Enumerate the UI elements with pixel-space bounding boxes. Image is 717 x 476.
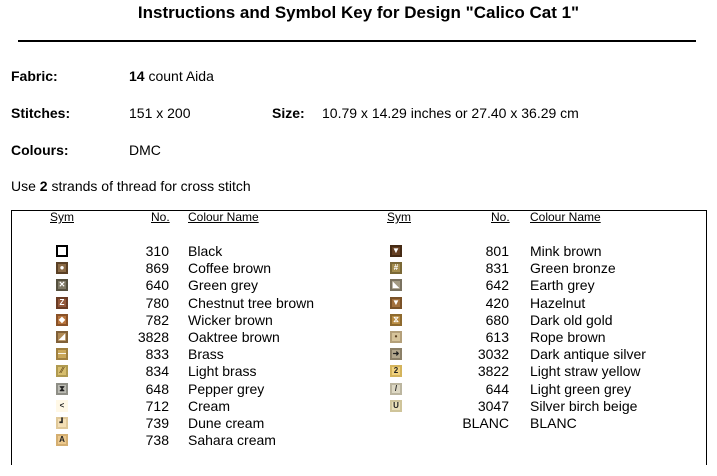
symbol-swatch-icon: < — [56, 400, 68, 412]
colour-name: BLANC — [530, 415, 577, 431]
colour-name: Oaktree brown — [188, 329, 280, 345]
symbol-swatch-icon: ⧗ — [56, 383, 68, 395]
symbol-swatch-icon: ⁄⁄ — [56, 365, 68, 377]
dmc-number: 642 — [485, 277, 509, 294]
colour-row — [0, 260, 717, 277]
symbol-swatch-icon: ┛ — [56, 417, 68, 429]
dmc-number: 420 — [485, 294, 509, 311]
dmc-number: 310 — [145, 243, 169, 259]
colour-name: Coffee brown — [188, 260, 272, 277]
colour-name: Green bronze — [530, 260, 616, 277]
colour-name: Light straw yellow — [530, 363, 641, 380]
colour-row — [0, 346, 717, 363]
header-sym-left: Sym — [50, 210, 74, 224]
instruction-pre: Use — [11, 178, 40, 194]
symbol-swatch-icon: Z — [56, 297, 68, 309]
size-label: Size: — [272, 105, 305, 121]
instruction-post: strands of thread for cross stitch — [47, 178, 251, 194]
symbol-swatch-icon: ➜ — [390, 348, 402, 360]
colour-name: Earth grey — [530, 277, 595, 294]
size-value: 10.79 x 14.29 inches or 27.40 x 36.29 cm — [322, 105, 579, 121]
colour-row — [0, 381, 717, 398]
symbol-swatch-icon: / — [390, 383, 402, 395]
colour-name: Sahara cream — [188, 432, 276, 449]
dmc-number: 3828 — [137, 329, 169, 345]
colour-name: Light brass — [188, 363, 257, 380]
symbol-swatch-icon: ⧖ — [390, 314, 402, 326]
header-no-right: No. — [491, 210, 510, 224]
colours-label: Colours: — [11, 142, 69, 158]
colour-name: Cream — [188, 397, 231, 414]
fabric-count-text: count Aida — [144, 68, 214, 84]
colour-name: Pepper grey — [188, 380, 265, 397]
dmc-number: 712 — [145, 397, 169, 414]
dmc-number: 648 — [145, 380, 169, 397]
symbol-swatch-icon: ✕ — [56, 279, 68, 291]
fabric-label: Fabric: — [11, 68, 58, 84]
colour-row — [0, 415, 717, 432]
colour-name: Dark old gold — [530, 311, 613, 328]
dmc-number: 831 — [485, 260, 509, 277]
dmc-number: 739 — [145, 415, 169, 431]
colour-name: Brass — [188, 346, 224, 363]
symbol-swatch-icon: # — [390, 262, 402, 274]
symbol-swatch-icon: ● — [56, 262, 68, 274]
colour-row — [0, 329, 717, 346]
dmc-number: 644 — [485, 380, 509, 397]
colour-name: Wicker brown — [188, 311, 273, 328]
page-title: Instructions and Symbol Key for Design "Calico Cat 1" — [137, 3, 580, 22]
instruction-strands: 2 — [39, 178, 48, 194]
dmc-number: 801 — [485, 243, 509, 259]
symbol-swatch-icon: 2 — [390, 365, 402, 377]
header-name-right: Colour Name — [530, 210, 601, 224]
dmc-number: 3032 — [477, 346, 509, 363]
dmc-number: BLANC — [462, 415, 509, 431]
colour-name: Black — [188, 243, 223, 259]
dmc-number: 782 — [145, 311, 169, 328]
title-underline — [18, 40, 696, 42]
colour-row — [0, 243, 717, 260]
symbol-swatch-icon: — — [58, 349, 66, 359]
header-sym-right: Sym — [387, 210, 411, 224]
colour-row — [0, 277, 717, 294]
symbol-swatch-icon: ◆ — [56, 314, 68, 326]
colour-name: Hazelnut — [530, 294, 586, 311]
colour-name: Green grey — [188, 277, 259, 294]
colour-row — [0, 295, 717, 312]
dmc-number: 3822 — [477, 363, 509, 380]
symbol-swatch-icon: U — [390, 400, 402, 412]
colour-row — [0, 398, 717, 415]
colour-row — [0, 432, 717, 449]
colour-name: Rope brown — [530, 329, 606, 345]
symbol-swatch-icon: A — [56, 434, 68, 446]
stitches-value: 151 x 200 — [129, 105, 191, 121]
colour-name: Mink brown — [530, 243, 602, 259]
symbol-swatch-icon: ▼ — [390, 245, 402, 257]
stitches-label: Stitches: — [11, 105, 71, 121]
colour-row — [0, 363, 717, 380]
colour-name: Dune cream — [188, 415, 265, 431]
symbol-swatch-icon: ◢ — [56, 331, 68, 343]
dmc-number: 833 — [145, 346, 169, 363]
colours-value: DMC — [129, 142, 161, 158]
dmc-number: 834 — [145, 363, 169, 380]
dmc-number: 738 — [145, 432, 169, 449]
symbol-swatch-icon: • — [390, 331, 402, 343]
symbol-swatch-icon: ▼ — [390, 297, 402, 309]
colour-name: Dark antique silver — [530, 346, 646, 363]
fabric-count-number: 14 — [129, 68, 145, 84]
dmc-number: 780 — [145, 294, 169, 311]
colour-name: Silver birch beige — [530, 397, 638, 414]
colour-row — [0, 312, 717, 329]
dmc-number: 680 — [485, 311, 509, 328]
dmc-number: 3047 — [477, 397, 509, 414]
colour-name: Chestnut tree brown — [188, 294, 315, 311]
colour-name: Light green grey — [530, 380, 632, 397]
symbol-swatch-icon: ◣ — [390, 279, 402, 291]
fabric-value — [129, 68, 214, 84]
dmc-number: 869 — [145, 260, 169, 277]
instruction-line — [11, 178, 251, 194]
header-no-left: No. — [151, 210, 170, 224]
dmc-number: 640 — [145, 277, 169, 294]
dmc-number: 613 — [485, 329, 509, 345]
symbol-swatch-icon — [390, 417, 402, 429]
header-name-left: Colour Name — [188, 210, 259, 224]
